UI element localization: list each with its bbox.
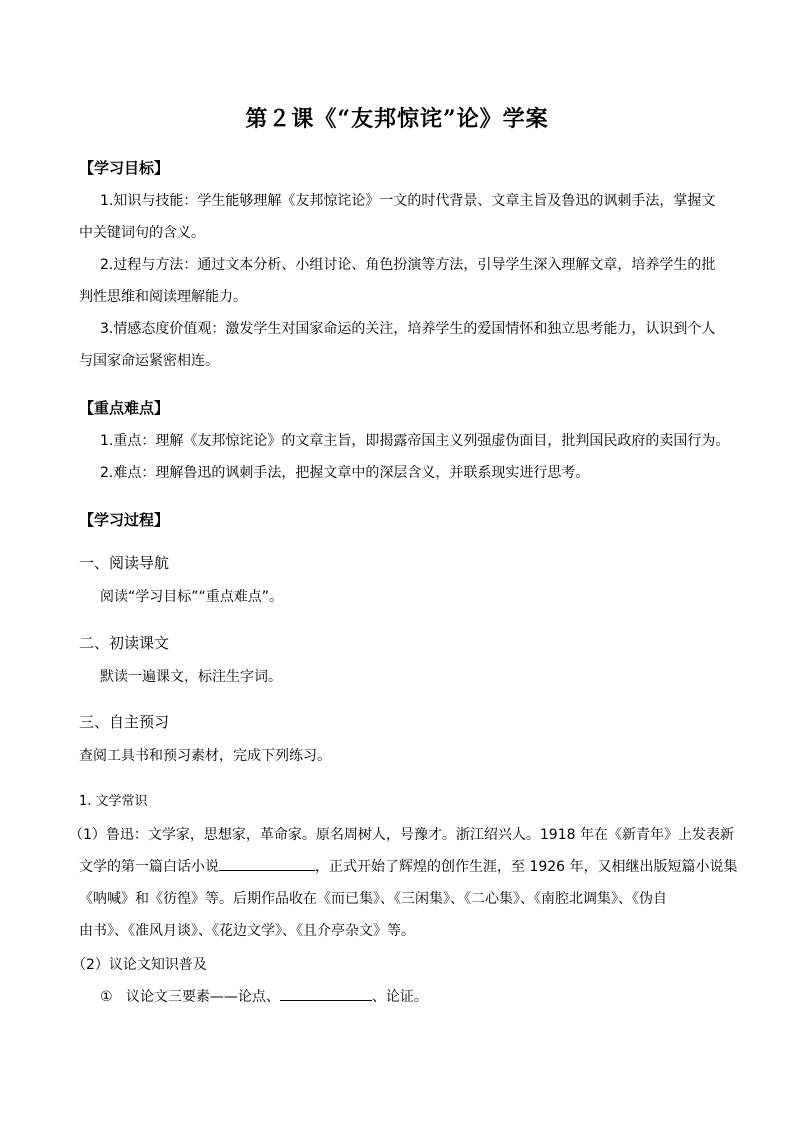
answer-blank-argument[interactable] [280, 987, 372, 1001]
question-1-line-3: 《呐喊》和《彷徨》等。后期作品收在《而已集》、《三闲集》、《二心集》、《南腔北调集》、《伪自 [79, 891, 667, 907]
question-1-line-4: 由书》、《准风月谈》、《花边文学》、《且介亭杂文》等。 [79, 923, 415, 939]
key-point-2: 2.难点：理解鲁迅的讽刺手法，把握文章中的深层含义，并联系现实进行思考。 [100, 465, 590, 481]
answer-blank-novel[interactable] [219, 857, 315, 871]
section-header-process: 【学习过程】 [79, 511, 170, 529]
subsection-self-preview: 三、自主预习 [79, 713, 170, 731]
section-header-objectives: 【学习目标】 [79, 159, 170, 177]
question-1-line-1: （1）鲁迅：文学家，思想家，革命家。原名周树人，号豫才。浙江绍兴人。1918 年在《新青年》上发表新 [69, 827, 734, 843]
objective-1-line-1: 1.知识与技能：学生能够理解《友邦惊诧论》一文的时代背景、文章主旨及鲁迅的讽刺手法，掌握文 [100, 193, 716, 209]
circled-number: ① [100, 989, 113, 1005]
question-2-heading: （2）议论文知识普及 [72, 957, 207, 973]
section-header-key-points: 【重点难点】 [79, 399, 170, 417]
subsection-reading-guide: 一、阅读导航 [79, 554, 170, 572]
question-2-item-1 [100, 987, 428, 1007]
question-1-line-2-pre: 文学的第一篇白话小说 [79, 859, 219, 875]
self-preview-text: 查阅工具书和预习素材，完成下列练习。 [79, 748, 331, 764]
objective-3-line-2: 与国家命运紧密相连。 [79, 353, 219, 369]
key-point-1: 1.重点：理解《友邦惊诧论》的文章主旨，即揭露帝国主义列强虚伪面目，批判国民政府的卖国行为。 [100, 433, 730, 449]
subsection-first-read: 二、初读课文 [79, 634, 170, 652]
first-read-text: 默读一遍课文，标注生字词。 [100, 669, 282, 685]
exercise-1-heading: 1. 文学常识 [79, 794, 148, 809]
objective-2-line-2: 判性思维和阅读理解能力。 [79, 289, 247, 305]
objective-3-line-1: 3.情感态度价值观：激发学生对国家命运的关注，培养学生的爱国情怀和独立思考能力，认识到个人 [100, 321, 716, 337]
question-2-item-1-post: 、论证。 [371, 989, 428, 1005]
page-title: 第２课《“友邦惊诧”论》学案 [245, 106, 549, 132]
question-2-item-1-pre: 议论文三要素——论点、 [125, 989, 280, 1005]
question-1-line-2-post: ，正式开始了辉煌的创作生涯，至 1926 年，又相继出版短篇小说集 [315, 859, 738, 875]
question-1-line-2 [79, 857, 738, 877]
objective-1-line-2: 中关键词句的含义。 [79, 225, 205, 241]
reading-guide-text: 阅读“学习目标”“重点难点”。 [100, 589, 284, 605]
objective-2-line-1: 2.过程与方法：通过文本分析、小组讨论、角色扮演等方法，引导学生深入理解文章，培养学生的批 [100, 257, 716, 273]
